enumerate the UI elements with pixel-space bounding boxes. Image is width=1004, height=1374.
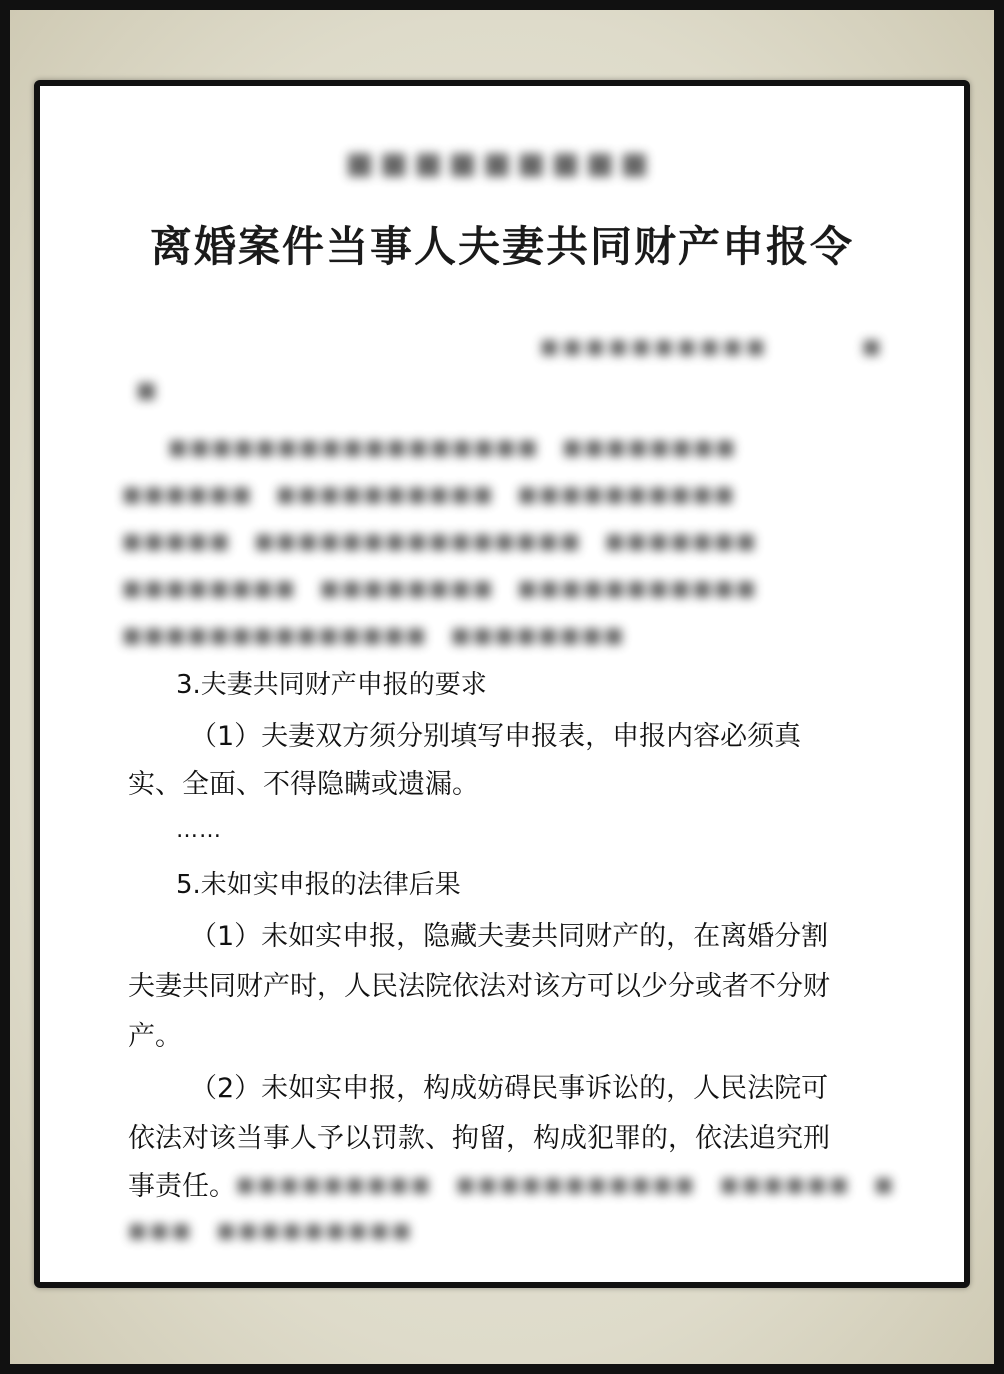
section-3-item-1-line: （1）夫妻双方须分别填写申报表，申报内容必须真 <box>190 721 802 752</box>
redacted-paragraph <box>122 424 902 659</box>
ellipsis: …… <box>176 818 222 843</box>
section-5-item-2-line: 事责任。 <box>128 1171 236 1202</box>
document-title: 离婚案件当事人夫妻共同财产申报令 <box>149 222 854 271</box>
redacted-salutation: ■ <box>136 378 157 403</box>
section-3-heading: 3.夫妻共同财产申报的要求 <box>176 670 487 700</box>
section-5-item-1-line: 产。 <box>128 1021 182 1052</box>
section-5-item-2-line: 依法对该当事人予以罚款、拘留，构成犯罪的，依法追究刑 <box>128 1123 830 1154</box>
section-5-item-2-line: （2）未如实申报，构成妨碍民事诉讼的，人民法院可 <box>190 1073 829 1104</box>
redacted-line: ■■■■■■ ■■■■■■■■■■ ■■■■■■■■■■ <box>122 482 736 506</box>
redacted-court-name: ■■■■■■■■■ <box>345 146 655 181</box>
redacted-line: ■■■■■■■■■■■■■■ ■■■■■■■■ <box>122 623 626 647</box>
section-3-item-1-line: 实、全面、不得隐瞒或遗漏。 <box>128 769 479 800</box>
redacted-line: ■■■■■ ■■■■■■■■■■■■■■■ ■■■■■■■ <box>122 529 758 553</box>
redacted-line: ■■■■■■■■ ■■■■■■■■ ■■■■■■■■■■■ <box>122 576 758 600</box>
redacted-tail-text: ■■■■■■■■■ ■■■■■■■■■■■ ■■■■■■ ■ <box>236 1172 897 1196</box>
section-5-heading: 5.未如实申报的法律后果 <box>176 870 461 900</box>
redacted-tail-text: ■■■ ■■■■■■■■■ <box>128 1218 414 1242</box>
document-page <box>34 80 970 1288</box>
redacted-case-suffix: ■ <box>862 334 881 358</box>
redacted-line: ■■■■■■■■■■■■■■■■■ ■■■■■■■■ <box>122 435 738 459</box>
section-5-item-1-line: 夫妻共同财产时，人民法院依法对该方可以少分或者不分财 <box>128 971 830 1002</box>
redacted-case-number: ■■■■■■■■■■ <box>540 334 769 358</box>
section-5-item-1-line: （1）未如实申报，隐藏夫妻共同财产的，在离婚分割 <box>190 921 829 952</box>
